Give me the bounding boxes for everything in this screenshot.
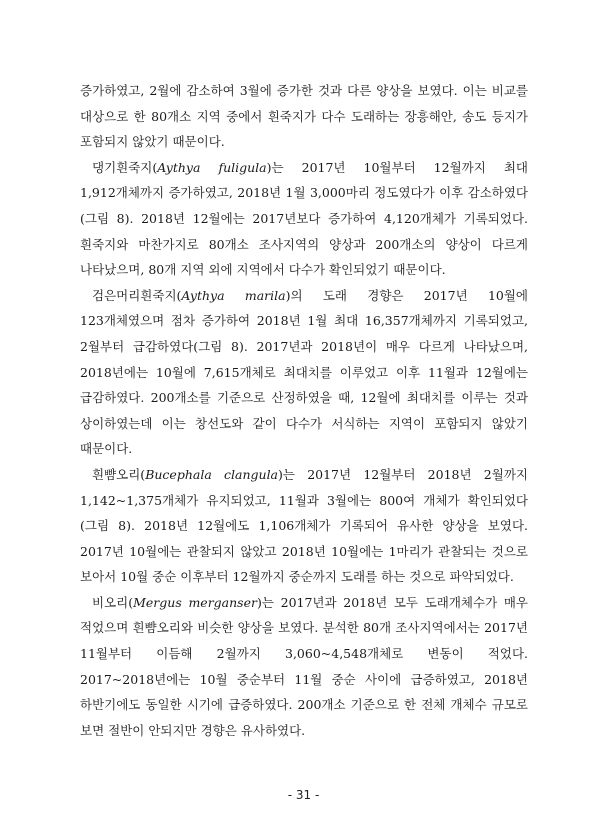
page-number: - 31 - bbox=[287, 788, 320, 802]
paragraph-2-text-b: )는 2017년 10월부터 12월까지 최대 1,912개체까지 증가하였고, 2018년 1월 3,000마리 정도였다가 이후 감소하였다(그림 8). 2018년 12월에는 2017년보다 증가하여 4,120개체가 기록되었다. 흰죽지와 마찬가지로 80개소 조사지역의 양상과 200개소의 양상이 다르게 나타났으며, 80개 지역 외에 지역에서 다수가 확인되었기 때문이다. bbox=[80, 159, 528, 278]
paragraph-1 bbox=[80, 78, 528, 155]
paragraph-3-text-a: 검은머리흰죽지( bbox=[92, 287, 182, 303]
paragraph-5-text-a: 비오리( bbox=[92, 594, 134, 610]
paragraph-5 bbox=[80, 590, 528, 744]
paragraph-4-text-b: )는 2017년 12월부터 2018년 2월까지 1,142~1,375개체가 유지되었고, 11월과 3월에는 800여 개체가 확인되었다(그림 8). 2018년 12월에도 1,106개체가 기록되어 유사한 양상을 보였다. 2017년 10월에는 관찰되지 않았고 2018년 10월에는 1마리가 관찰되는 것으로 보아서 10월 중순 이후부터 12월까지 중순까지 도래를 하는 것으로 파악되었다. bbox=[80, 466, 528, 585]
scientific-name-goosander: Mergus merganser bbox=[133, 594, 257, 610]
body-text bbox=[80, 78, 528, 743]
paragraph-3 bbox=[80, 283, 528, 462]
paragraph-4-text-a: 흰뺨오리( bbox=[92, 466, 146, 482]
paragraph-2-text-a: 댕기흰죽지( bbox=[92, 159, 158, 175]
paragraph-4 bbox=[80, 462, 528, 590]
paragraph-1-text: 증가하였고, 2월에 감소하여 3월에 증가한 것과 다른 양상을 보였다. 이는 비교를 대상으로 한 80개소 지역 중에서 흰죽지가 다수 도래하는 장흥해안, 송도 등지가 포함되지 않았기 때문이다. bbox=[80, 83, 528, 150]
paragraph-5-text-b: )는 2017년과 2018년 모두 도래개체수가 매우 적었으며 흰뺨오리와 비슷한 양상을 보였다. 분석한 80개 조사지역에서는 2017년 11월부터 이듬해 2월까지 3,060~4,548개체로 변동이 적었다. 2017~2018년에는 10월 중순부터 11월 중순 사이에 급증하였고, 2018년 하반기에도 동일한 시기에 급증하였다. 200개소 기준으로 한 전체 개체수 규모로 보면 절반이 안되지만 경향은 유사하였다. bbox=[80, 594, 528, 738]
paragraph-2 bbox=[80, 155, 528, 283]
paragraph-3-text-b: )의 도래 경향은 2017년 10월에 123개체였으며 점차 증가하여 2018년 1월 최대 16,357개체까지 기록되었고, 2월부터 급감하였다(그림 8). 2017년과 2018년이 매우 다르게 나타났으며, 2018년에는 10월에 7,615개체로 최대치를 이루었고 이후 11월과 12월에는 급감하였다. 200개소를 기준으로 산정하였을 때, 12월에 최대치를 이루는 것과 상이하였는데 이는 창선도와 같이 다수가 서식하는 지역이 포함되지 않았기 때문이다. bbox=[80, 287, 528, 457]
scientific-name-goldeneye: Bucephala clangula bbox=[145, 466, 279, 482]
scientific-name-tufted-duck: Aythya fuligula bbox=[157, 159, 267, 175]
scientific-name-greater-scaup: Aythya marila bbox=[181, 287, 286, 303]
